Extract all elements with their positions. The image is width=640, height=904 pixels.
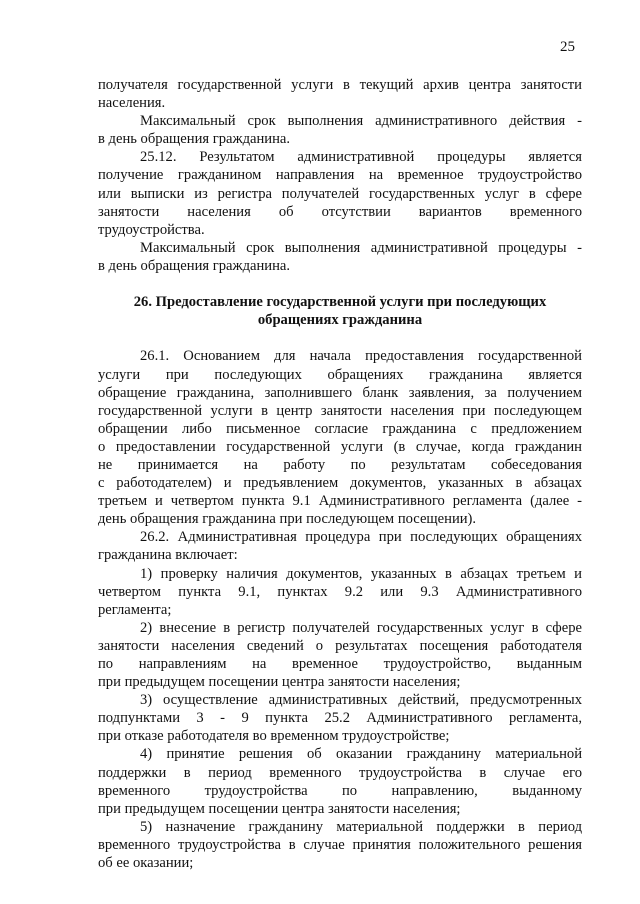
text-line: населения. — [98, 95, 166, 112]
text-line: не принимается на работу по результатам собеседования — [98, 456, 582, 473]
text-line: государственной услуги в центр занятости населения при последующем — [98, 402, 582, 419]
text-line: день обращения гражданина при последующем посещении). — [98, 511, 477, 528]
text-line: занятости населения сведений о результатах посещения работодателя — [98, 637, 582, 654]
text-line: гражданина включает: — [98, 547, 238, 564]
text-line: 1) проверку наличия документов, указанных в абзацах третьем и — [140, 565, 582, 582]
text-line: 26.1. Основанием для начала предоставления государственной — [140, 348, 582, 365]
text-line: обращение гражданина, заполнившего бланк заявления, за получением — [98, 384, 582, 401]
text-line: или выписки из регистра получателей государственных услуг в сфере — [98, 185, 582, 202]
text-line: с работодателем) и предъявлением документов, указанных в абзацах — [98, 475, 582, 492]
text-line: подпунктами 3 - 9 пункта 25.2 Административного регламента, — [98, 710, 582, 727]
text-line: временного трудоустройства в случае принятия положительного решения — [98, 836, 582, 853]
text-line: в день обращения гражданина. — [98, 131, 291, 148]
text-line: временного трудоустройства по направлению, выданному — [98, 782, 582, 799]
text-line: при предыдущем посещении центра занятости населения; — [98, 674, 461, 691]
text-line: третьем и четвертом пункта 9.1 Административного регламента (далее - — [98, 493, 582, 510]
text-line: 2) внесение в регистр получателей государственных услуг в сфере — [140, 619, 582, 636]
document-body — [98, 76, 582, 872]
text-line: об ее оказании; — [98, 855, 194, 872]
text-line: при отказе работодателя во временном трудоустройстве; — [98, 728, 450, 745]
text-line: получателя государственной услуги в текущий архив центра занятости — [98, 77, 582, 93]
text-line: по направлениям на временное трудоустройство, выданным — [98, 656, 582, 672]
text-line: Максимальный срок выполнения административной процедуры - — [140, 239, 582, 256]
text-line: поддержки в период временного трудоустройства в случае его — [98, 764, 582, 781]
spacer — [98, 329, 582, 347]
section-heading: 26. Предоставление государственной услуги при последующих — [133, 294, 547, 311]
text-line: Максимальный срок выполнения административного действия - — [140, 113, 582, 130]
text-line: регламента; — [98, 601, 172, 618]
text-line: четвертом пункта 9.1, пунктах 9.2 или 9.3 Административного — [98, 583, 582, 600]
text-line: получение гражданином направления на временное трудоустройство — [98, 167, 582, 184]
text-line: 3) осуществление административных действий, предусмотренных — [140, 692, 582, 709]
text-line: 26.2. Административная процедура при последующих обращениях — [140, 529, 582, 546]
text-line: о предоставлении государственной услуги (в случае, когда гражданин — [98, 438, 582, 455]
text-line: трудоустройства. — [98, 221, 205, 238]
text-line: обращении либо письменное согласие гражданина с предложением — [98, 420, 582, 437]
section-heading: обращениях гражданина — [257, 312, 423, 329]
spacer — [98, 275, 582, 293]
text-line: 4) принятие решения об оказании гражданину материальной — [140, 746, 582, 763]
text-line: занятости населения об отсутствии вариантов временного — [98, 203, 582, 220]
page-number: 25 — [560, 39, 575, 55]
text-line: услуги при последующих обращениях гражданина является — [98, 366, 582, 383]
text-line: 5) назначение гражданину материальной поддержки в период — [140, 818, 582, 835]
text-line: в день обращения гражданина. — [98, 257, 291, 274]
text-line: при предыдущем посещении центра занятости населения; — [98, 800, 461, 817]
text-line: 25.12. Результатом административной процедуры является — [140, 149, 582, 166]
